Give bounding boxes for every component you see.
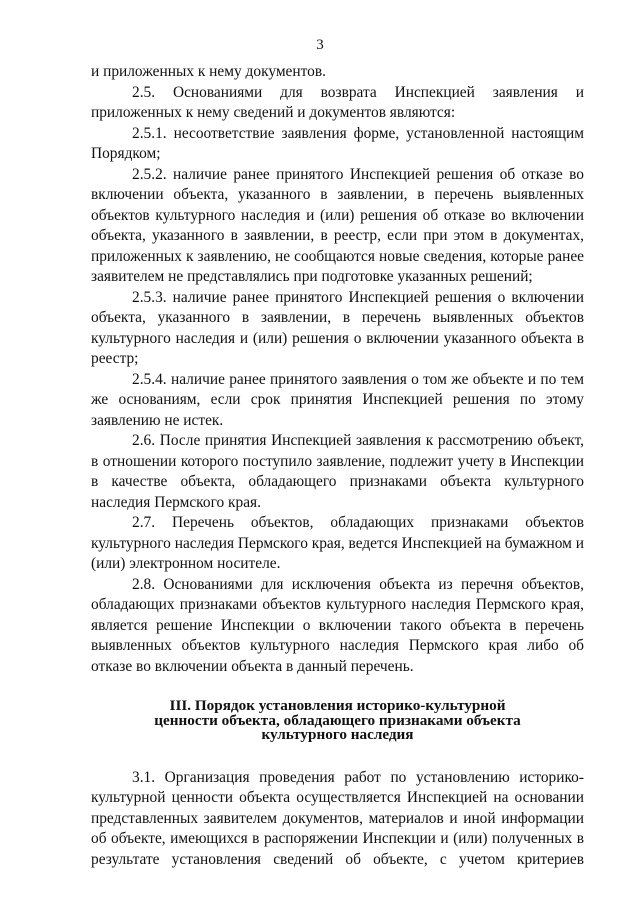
paragraph-2-5-3: 2.5.3. наличие ранее принятого Инспекцией решения о включении объекта, указанного в заявлении, в перечень выявленных объектов культурного наследия и (или) решения о включении указанного объекта в реестр;	[91, 288, 584, 367]
page-number: 3	[316, 37, 324, 53]
paragraph-2-8: 2.8. Основаниями для исключения объекта из перечня объектов, обладающих признаками объектов культурного наследия Пермского края, является решение Инспекции о включении такого объекта в перечень выявленных объектов культурного наследия Пермского края либо об отказе во включении объекта в данный перечень.	[91, 575, 584, 675]
paragraph-continuation: и приложенных к нему документов.	[91, 63, 326, 80]
section-heading	[91, 699, 584, 743]
paragraph-2-5: 2.5. Основаниями для возврата Инспекцией заявления и приложенных к нему сведений и документов являются:	[91, 83, 584, 121]
document-body	[91, 62, 584, 870]
paragraph-2-7: 2.7. Перечень объектов, обладающих признаками объектов культурного наследия Пермского края, ведется Инспекцией на бумажном и (или) электронном носителе.	[91, 514, 584, 572]
paragraph-3-1: 3.1. Организация проведения работ по установлению историко-культурной ценности объекта осуществляется Инспекцией на основании представленных заявителем документов, материалов и иной информации об объекте, имеющихся в распоряжении Инспекции и (или) полученных в результате установления сведений об объекте, с учетом критериев	[91, 768, 584, 868]
section-heading-line-1: III. Порядок установления историко-культурной	[169, 697, 506, 714]
paragraph-2-5-1: 2.5.1. несоответствие заявления форме, установленной настоящим Порядком;	[91, 124, 584, 162]
section-heading-line-2: ценности объекта, обладающего признаками объекта	[154, 711, 521, 729]
paragraph-2-5-4: 2.5.4. наличие ранее принятого заявления о том же объекте и по тем же основаниям, если срок принятия Инспекцией решения по этому заявлению не истек.	[91, 370, 584, 429]
paragraph-2-6: 2.6. После принятия Инспекцией заявления к рассмотрению объект, в отношении которого поступило заявление, подлежит учету в Инспекции в качестве объекта, обладающего признаками объекта культурного наследия Пермского края.	[91, 432, 584, 511]
section-heading-line-3: культурного наследия	[261, 726, 414, 743]
paragraph-2-5-2: 2.5.2. наличие ранее принятого Инспекцией решения об отказе во включении объекта, указанного в заявлении, в перечень выявленных объектов культурного наследия и (или) решения об отказе во включении объекта, указанного в заявлении, в реестр, если при этом в документах, приложенных к заявлению, не сообщаются новые сведения, которые ранее заявителем не представлялись при подготовке указанных решений;	[91, 165, 584, 285]
